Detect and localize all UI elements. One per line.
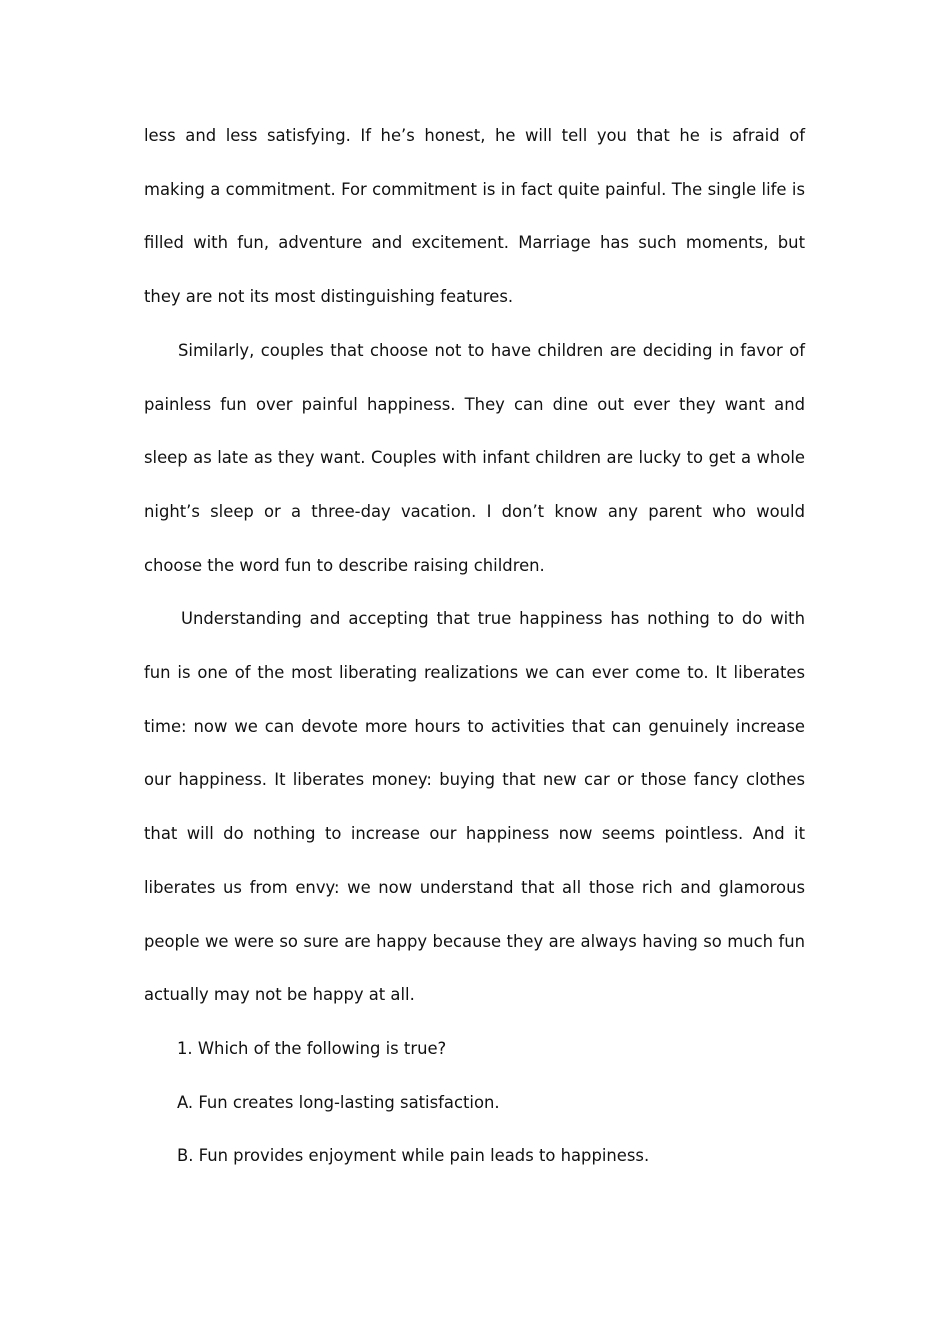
answer-option-a: A. Fun creates long-lasting satisfaction.: [177, 1092, 500, 1112]
answer-option-b: B. Fun provides enjoyment while pain leads to happiness.: [177, 1146, 650, 1166]
paragraph-liberation: Understanding and accepting that true happiness has nothing to do with fun is one of the most liberating realizations we can ever come to. It liberates time: now we can devote more hours to activities that can genuinely increase our happiness. It liberates money: buying that new car or those fancy clothes that will do nothing to increase our happiness now seems pointless. And it liberates us from envy: we now understand that all those rich and glamorous people we were so sure are happy because they are always having so much fun actually may not be happy at all.: [144, 609, 805, 1005]
question-prompt: 1. Which of the following is true?: [177, 1038, 447, 1058]
paragraph-marriage: less and less satisfying. If he’s honest, he will tell you that he is afraid of making a commitment. For commitment is in fact quite painful. The single life is filled with fun, adventure and excitement. Marriage has such moments, but they are not its most distinguishing features.: [144, 126, 805, 307]
paragraph-children: Similarly, couples that choose not to have children are deciding in favor of painless fun over painful happiness. They can dine out ever they want and sleep as late as they want. Couples with infant children are lucky to get a whole night’s sleep or a three-day vacation. I don’t know any parent who would choose the word fun to describe raising children.: [144, 340, 805, 575]
document-body: [144, 109, 805, 1183]
